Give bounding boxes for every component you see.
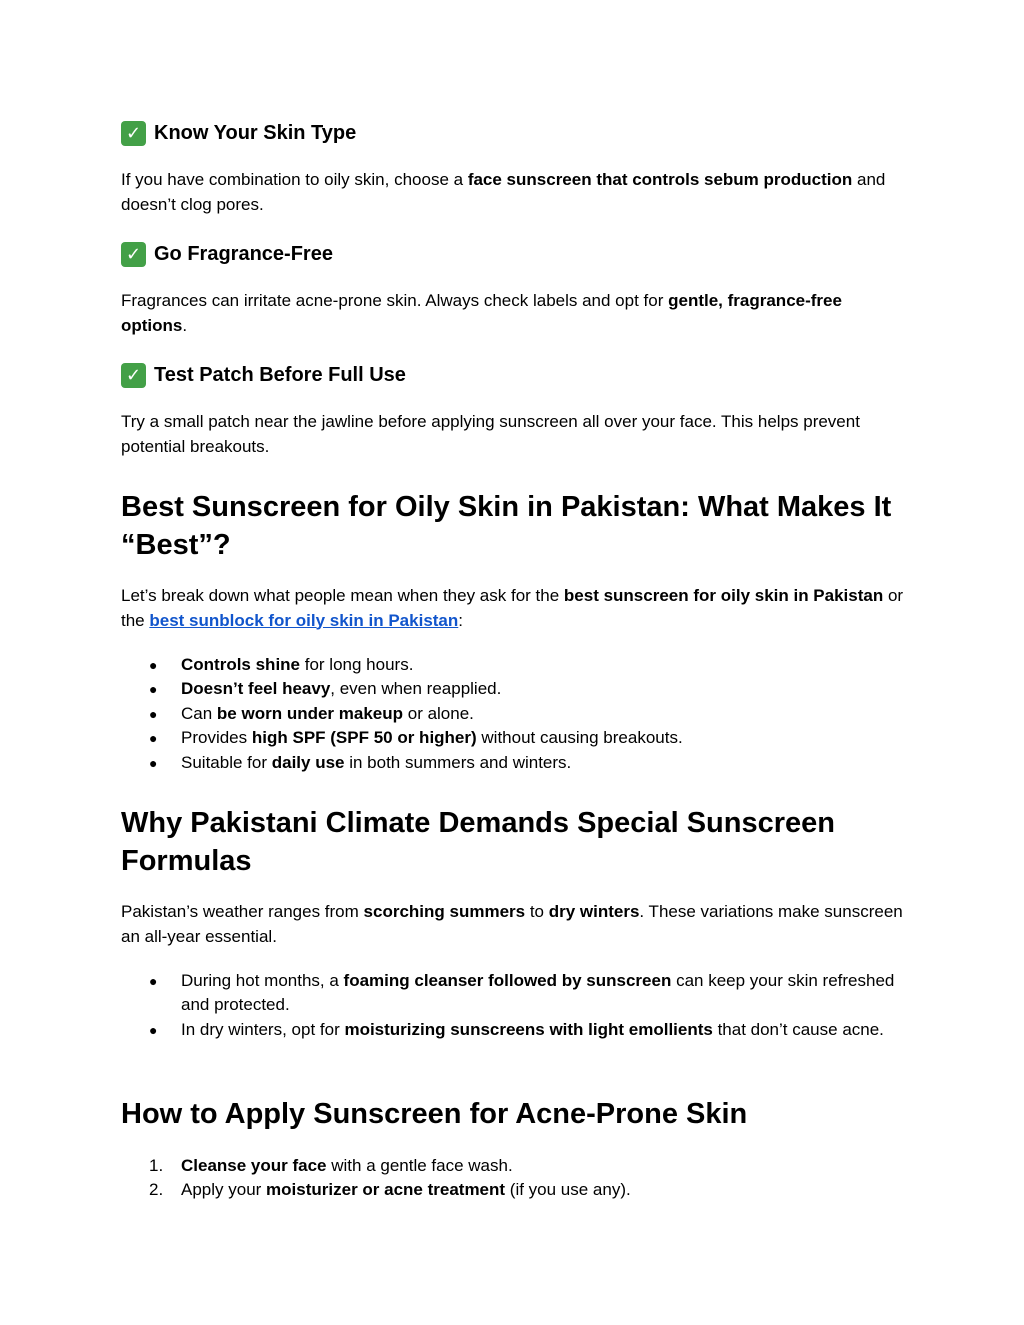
list-item: ● Controls shine for long hours. — [121, 653, 911, 677]
list-item: ● In dry winters, opt for moisturizing sunscreens with light emollients that don’t cause acne. — [121, 1018, 911, 1042]
heading-text: Go Fragrance-Free — [154, 243, 333, 265]
bullet-icon: ● — [149, 754, 158, 771]
list-item: 2. Apply your moisturizer or acne treatment (if you use any). — [121, 1178, 911, 1202]
paragraph-fragrance-free: Fragrances can irritate acne-prone skin. Always check labels and opt for gentle, fragrance-free options. — [121, 291, 842, 335]
step-number: 1. — [149, 1156, 164, 1175]
bullet-icon: ● — [149, 1021, 158, 1038]
bullet-icon: ● — [149, 973, 158, 989]
list-item: 1. Cleanse your face with a gentle face wash. — [121, 1154, 911, 1178]
paragraph-test-patch: Try a small patch near the jawline before applying sunscreen all over your face. This helps prevent potential breakouts. — [121, 412, 860, 456]
list-item: ● Provides high SPF (SPF 50 or higher) without causing breakouts. — [121, 726, 911, 750]
heading-text: Know Your Skin Type — [154, 122, 357, 144]
bullet-icon: ● — [149, 681, 158, 698]
heading-know-skin-type — [121, 120, 356, 146]
heading-fragrance-free — [121, 241, 333, 267]
bullet-icon: ● — [149, 657, 158, 673]
best-sunscreen-list — [121, 653, 911, 775]
list-item: ● Suitable for daily use in both summers and winters. — [121, 751, 911, 775]
heading-test-patch — [121, 362, 406, 388]
heading-climate: Why Pakistani Climate Demands Special Sunscreen Formulas — [121, 807, 835, 877]
apply-steps-list — [121, 1154, 911, 1203]
list-item: ● Can be worn under makeup or alone. — [121, 702, 911, 726]
paragraph-best-sunscreen-intro: Let’s break down what people mean when they ask for the best sunscreen for oily skin in Pakistan or the best sunblock for oily skin in Pakistan: — [121, 586, 904, 630]
bullet-icon: ● — [149, 730, 158, 747]
step-number: 2. — [149, 1180, 164, 1200]
heading-text: Test Patch Before Full Use — [154, 364, 406, 386]
check-mark-icon: ✓ — [121, 242, 146, 267]
climate-list — [121, 969, 911, 1042]
check-mark-icon: ✓ — [121, 363, 146, 388]
paragraph-know-skin-type: If you have combination to oily skin, choose a face sunscreen that controls sebum production and doesn’t clog pores. — [121, 170, 886, 214]
bullet-icon: ● — [149, 705, 158, 722]
list-item: ● Doesn’t feel heavy, even when reapplied. — [121, 677, 911, 701]
heading-how-to-apply: How to Apply Sunscreen for Acne-Prone Skin — [121, 1098, 748, 1130]
check-mark-icon: ✓ — [121, 121, 146, 146]
paragraph-climate-intro: Pakistan’s weather ranges from scorching summers to dry winters. These variations make sunscreen an all-year essential. — [121, 902, 903, 946]
heading-best-sunscreen: Best Sunscreen for Oily Skin in Pakistan: What Makes It “Best”? — [121, 491, 892, 561]
list-item: ● During hot months, a foaming cleanser followed by sunscreen can keep your skin refreshed and protected. — [149, 971, 895, 1015]
best-sunblock-link[interactable]: best sunblock for oily skin in Pakistan — [149, 610, 459, 630]
